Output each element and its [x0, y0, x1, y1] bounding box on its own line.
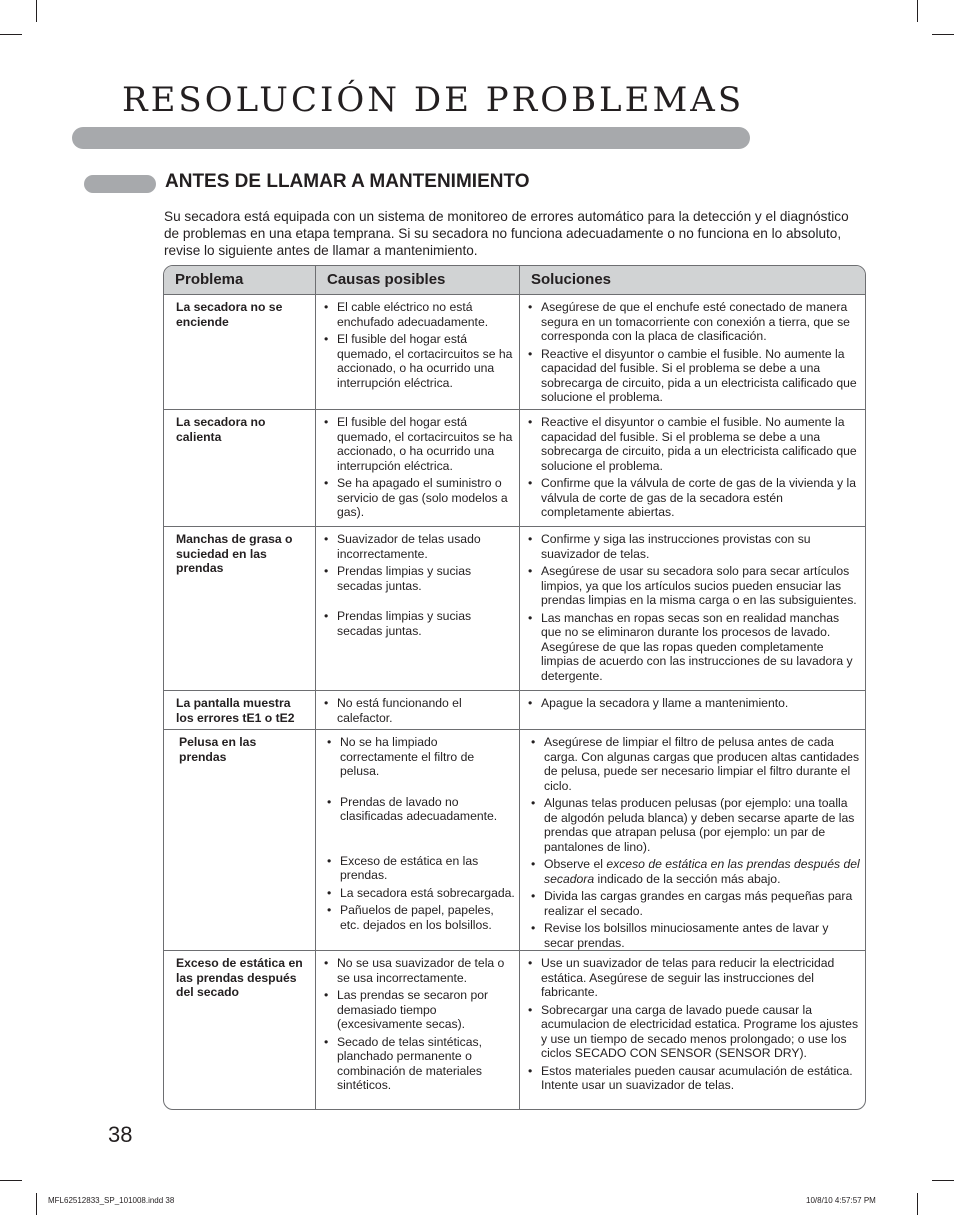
solutions-cell: [519, 527, 865, 690]
list-item: • Las manchas en ropas secas son en realidad manchas que no se eliminaron durante los procesos de lavado. Asegúrese de que las ropas queden completamente limpias de acuerdo con las instrucciones de su lavadora y detergente.: [528, 611, 861, 684]
table-row: [164, 691, 865, 730]
italic-reference: exceso de estática en las prendas después del secadora: [544, 857, 860, 886]
problem-cell: La pantalla muestra los errores tE1 o tE2: [176, 696, 295, 725]
list-item: • Algunas telas producen pelusas (por ejemplo: una toalla de algodón peluda blanca) y deben secarse aparte de las prendas que atrapan pelusa (por ejemplo: un par de pantalones de lino).: [531, 796, 861, 854]
solutions-cell: [519, 951, 865, 1109]
title-bar: [72, 127, 750, 149]
list-item: • La secadora está sobrecargada.: [327, 886, 515, 901]
causes-cell: [315, 691, 519, 731]
table-row: [164, 410, 865, 527]
table-header: [164, 266, 865, 295]
list-item: • Prendas de lavado no clasificadas adecuadamente.: [327, 795, 515, 824]
causes-cell: [315, 410, 519, 526]
table-row: [164, 730, 865, 951]
solutions-cell: [519, 295, 865, 411]
text-fragment: indicado de la sección más abajo.: [594, 871, 781, 886]
footer-timestamp: 10/8/10 4:57:57 PM: [806, 1196, 876, 1205]
causes-cell: [315, 527, 519, 690]
list-item: • Divida las cargas grandes en cargas más pequeñas para realizar el secado.: [531, 889, 861, 918]
list-item: • Use un suavizador de telas para reducir la electricidad estática. Asegúrese de seguir las instrucciones del fabricante.: [528, 956, 861, 1000]
list-item: • No se ha limpiado correctamente el filtro de pelusa.: [327, 735, 515, 779]
crop-mark: [36, 1193, 37, 1215]
troubleshooting-table: [163, 265, 866, 1110]
crop-mark: [917, 1193, 918, 1215]
column-header-solutions: Soluciones: [519, 266, 865, 294]
intro-paragraph: Su secadora está equipada con un sistema de monitoreo de errores automático para la detección y el diagnóstico de problemas en una etapa temprana. Si su secadora no funciona adecuadamente o no funciona en lo absoluto, revise lo siguiente antes de llamar a mantenimiento.: [164, 209, 849, 258]
list-item: • Reactive el disyuntor o cambie el fusible. No aumente la capacidad del fusible. Si el problema se debe a una sobrecarga de circuito, pida a un electricista calificado que solucione el problema.: [528, 347, 861, 405]
list-item: • El fusible del hogar está quemado, el cortacircuitos se ha accionado, o ha ocurrido una interrupción eléctrica.: [324, 415, 515, 473]
crop-mark: [36, 0, 37, 22]
page-title: RESOLUCIÓN DE PROBLEMAS: [122, 80, 745, 120]
problem-cell: La secadora no se enciende: [176, 300, 283, 329]
crop-mark: [0, 1180, 22, 1181]
list-item: • Las prendas se secaron por demasiado tiempo (excesivamente secas).: [324, 988, 515, 1032]
list-item: • El fusible del hogar está quemado, el cortacircuitos se ha accionado, o ha ocurrido una interrupción eléctrica.: [324, 332, 515, 390]
list-item: • Prendas limpias y sucias secadas juntas.: [324, 609, 515, 638]
list-item: • Estos materiales pueden causar acumulación de estática. Intente usar un suavizador de telas.: [528, 1064, 861, 1093]
crop-mark: [0, 34, 22, 35]
section-pill: [84, 175, 156, 193]
list-item: • No se usa suavizador de tela o se usa incorrectamente.: [324, 956, 515, 985]
crop-mark: [917, 0, 918, 22]
solutions-cell: [519, 410, 865, 526]
table-row: [164, 527, 865, 691]
list-item: • Asegúrese de limpiar el filtro de pelusa antes de cada carga. Con algunas cargas que producen altas cantidades de pelusa, puede ser necesario limpiar el filtro durante el ciclo.: [531, 735, 861, 793]
list-item: • Confirme y siga las instrucciones provistas con su suavizador de telas.: [528, 532, 861, 561]
list-item: • El cable eléctrico no está enchufado adecuadamente.: [324, 300, 515, 329]
list-item: • No está funcionando el calefactor.: [324, 696, 515, 725]
list-item: • Se ha apagado el suministro o servicio de gas (solo modelos a gas).: [324, 476, 515, 520]
solutions-cell: [519, 691, 865, 731]
list-item: • Revise los bolsillos minuciosamente antes de lavar y secar prendas.: [531, 921, 861, 950]
list-item: • Exceso de estática en las prendas.: [327, 854, 515, 883]
crop-mark: [932, 1180, 954, 1181]
list-item: • Reactive el disyuntor o cambie el fusible. No aumente la capacidad del fusible. Si el problema se debe a una sobrecarga de circuito, pida a un electricista calificado que solucione el problema.: [528, 415, 861, 473]
text-fragment: Observe el: [544, 857, 607, 871]
list-item: • Apague la secadora y llame a mantenimiento.: [528, 696, 861, 711]
table-row: [164, 951, 865, 1109]
causes-cell: [315, 951, 519, 1109]
solutions-cell: [519, 730, 865, 956]
list-item: • Sobrecargar una carga de lavado puede causar la acumulacion de electricidad estatica. Programe los ajustes y use un tiempo de secado menos prolongado; o use los ciclos SECADO CON SENSOR (SENSOR DRY).: [528, 1003, 861, 1061]
column-header-problem: Problema: [175, 271, 244, 288]
problem-cell: La secadora no calienta: [176, 415, 266, 444]
problem-cell: Pelusa en las prendas: [179, 735, 257, 764]
list-item: • Asegúrese de usar su secadora solo para secar artículos limpios, ya que los artículos sucios pueden ensuciar las prendas limpias en la misma carga o en las subsiguientes.: [528, 564, 861, 608]
list-item: • Prendas limpias y sucias secadas juntas.: [324, 564, 515, 593]
list-item: • Suavizador de telas usado incorrectamente.: [324, 532, 515, 561]
causes-cell: [315, 730, 519, 956]
crop-mark: [932, 34, 954, 35]
problem-cell: Exceso de estática en las prendas después del secado: [176, 956, 303, 999]
section-heading: ANTES DE LLAMAR A MANTENIMIENTO: [165, 171, 530, 192]
list-item: • Confirme que la válvula de corte de gas de la vivienda y la válvula de corte de gas de la secadora estén completamente abiertas.: [528, 476, 861, 520]
column-header-causes: Causas posibles: [315, 266, 519, 294]
problem-cell: Manchas de grasa o suciedad en las prendas: [176, 532, 293, 575]
list-item: • Pañuelos de papel, papeles, etc. dejados en los bolsillos.: [327, 903, 515, 932]
footer-file-info: MFL62512833_SP_101008.indd 38: [48, 1196, 175, 1205]
table-row: [164, 295, 865, 410]
list-item: • Secado de telas sintéticas, planchado permanente o combinación de materiales sintéticos.: [324, 1035, 515, 1093]
causes-cell: [315, 295, 519, 411]
page-number: 38: [108, 1122, 133, 1147]
list-item: • Asegúrese de que el enchufe esté conectado de manera segura en un tomacorriente con conexión a tierra, que se corresponda con la placa de clasificación.: [528, 300, 861, 344]
list-item: [531, 857, 861, 886]
